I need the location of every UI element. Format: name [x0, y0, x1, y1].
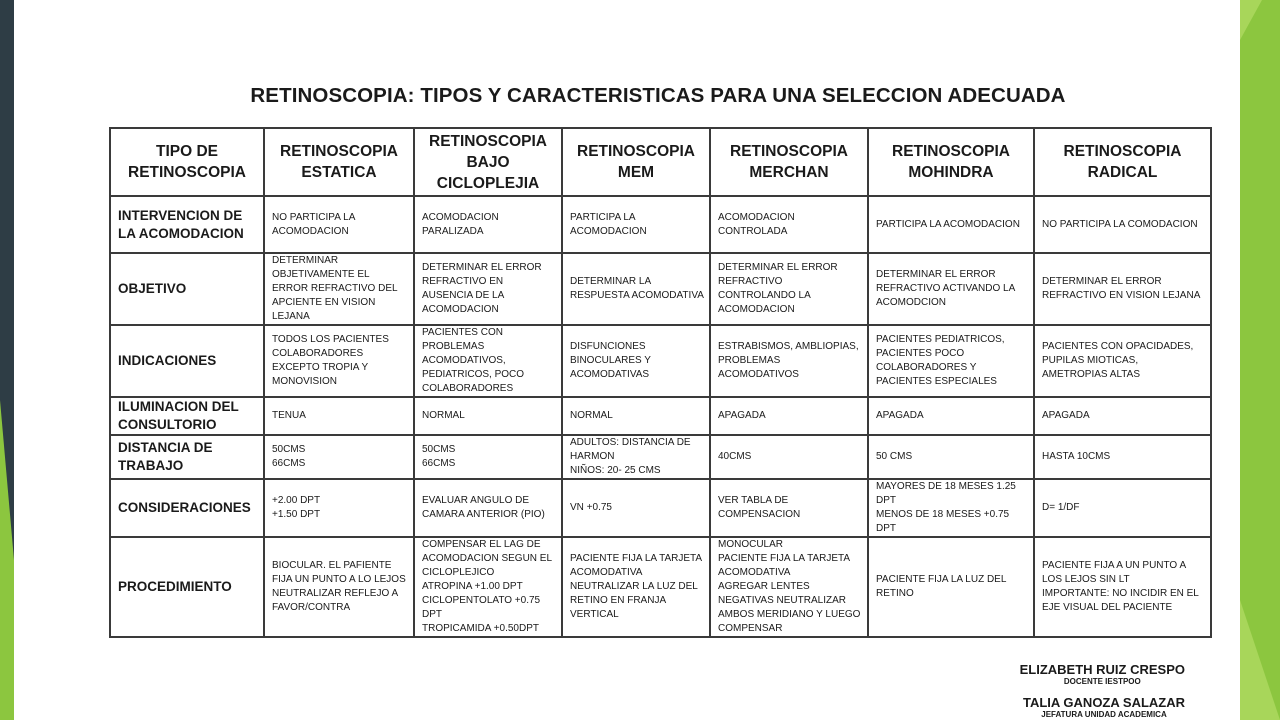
table-row [110, 537, 1211, 637]
table-cell: TENUA [264, 397, 414, 435]
table-cell: 50 CMS [868, 435, 1034, 479]
row-label: INTERVENCION DE LA ACOMODACION [110, 196, 264, 253]
table-row [110, 325, 1211, 397]
table-cell: PACIENTE FIJA LA TARJETA ACOMODATIVA NEUTRALIZAR LA LUZ DEL RETINO EN FRANJA VERTICAL [562, 537, 710, 637]
table-cell: ESTRABISMOS, AMBLIOPIAS, PROBLEMAS ACOMODATIVOS [710, 325, 868, 397]
row-label: CONSIDERACIONES [110, 479, 264, 537]
table-row [110, 196, 1211, 253]
table-cell: D= 1/DF [1034, 479, 1211, 537]
table-cell: ACOMODACION PARALIZADA [414, 196, 562, 253]
retinoscopy-table [109, 127, 1212, 638]
table-cell: DETERMINAR EL ERROR REFRACTIVO EN AUSENCIA DE LA ACOMODACION [414, 253, 562, 325]
signature-block-2 [1023, 695, 1185, 719]
table-cell: APAGADA [868, 397, 1034, 435]
table-cell: VER TABLA DE COMPENSACION [710, 479, 868, 537]
table-row [110, 253, 1211, 325]
table-cell: PACIENTE FIJA A UN PUNTO A LOS LEJOS SIN LT IMPORTANTE: NO INCIDIR EN EL EJE VISUAL DEL PACIENTE [1034, 537, 1211, 637]
row-label: OBJETIVO [110, 253, 264, 325]
table-cell: DETERMINAR EL ERROR REFRACTIVO ACTIVANDO LA ACOMODCION [868, 253, 1034, 325]
table-cell: ACOMODACION CONTROLADA [710, 196, 868, 253]
row-label: PROCEDIMIENTO [110, 537, 264, 637]
table-cell: DETERMINAR OBJETIVAMENTE EL ERROR REFRACTIVO DEL APCIENTE EN VISION LEJANA [264, 253, 414, 325]
table-cell: MONOCULAR PACIENTE FIJA LA TARJETA ACOMODATIVA AGREGAR LENTES NEGATIVAS NEUTRALIZAR AMBOS MERIDIANO Y LUEGO COMPENSAR [710, 537, 868, 637]
table-cell: 50CMS 66CMS [264, 435, 414, 479]
table-cell: PACIENTES CON OPACIDADES, PUPILAS MIOTICAS, AMETROPIAS ALTAS [1034, 325, 1211, 397]
table-cell: DETERMINAR EL ERROR REFRACTIVO EN VISION LEJANA [1034, 253, 1211, 325]
table-cell: TODOS LOS PACIENTES COLABORADORES EXCEPTO TROPIA Y MONOVISION [264, 325, 414, 397]
header-cell: RETINOSCOPIA RADICAL [1034, 128, 1211, 196]
signature-name: TALIA GANOZA SALAZAR [1023, 695, 1185, 710]
table-cell: MAYORES DE 18 MESES 1.25 DPT MENOS DE 18 MESES +0.75 DPT [868, 479, 1034, 537]
table-cell: DETERMINAR LA RESPUESTA ACOMODATIVA [562, 253, 710, 325]
table-cell: PACIENTES PEDIATRICOS, PACIENTES POCO COLABORADORES Y PACIENTES ESPECIALES [868, 325, 1034, 397]
signature-role: JEFATURA UNIDAD ACADEMICA [1041, 710, 1167, 719]
table-cell: COMPENSAR EL LAG DE ACOMODACION SEGUN EL CICLOPLEJICO ATROPINA +1.00 DPT CICLOPENTOLATO +0.75 DPT TROPICAMIDA +0.50DPT [414, 537, 562, 637]
document-title: RETINOSCOPIA: TIPOS Y CARACTERISTICAS PARA UNA SELECCION ADECUADA [250, 84, 1066, 107]
table-cell: 50CMS 66CMS [414, 435, 562, 479]
header-cell: RETINOSCOPIA BAJO CICLOPLEJIA [414, 128, 562, 196]
table-row [110, 435, 1211, 479]
table-cell: PARTICIPA LA ACOMODACION [562, 196, 710, 253]
table-cell: 40CMS [710, 435, 868, 479]
table-cell: +2.00 DPT +1.50 DPT [264, 479, 414, 537]
header-cell: RETINOSCOPIA ESTATICA [264, 128, 414, 196]
signature-name: ELIZABETH RUIZ CRESPO [1019, 662, 1185, 677]
left-green-wedge [0, 0, 14, 720]
table-cell: APAGADA [1034, 397, 1211, 435]
row-label: INDICACIONES [110, 325, 264, 397]
table-cell: PACIENTES CON PROBLEMAS ACOMODATIVOS, PEDIATRICOS, POCO COLABORADORES [414, 325, 562, 397]
table-cell: NO PARTICIPA LA ACOMODACION [264, 196, 414, 253]
table-row [110, 479, 1211, 537]
signature-role: DOCENTE IESTPOO [1063, 677, 1141, 686]
right-green-wedge [1240, 0, 1280, 720]
table-cell: PACIENTE FIJA LA LUZ DEL RETINO [868, 537, 1034, 637]
table-cell: VN +0.75 [562, 479, 710, 537]
header-cell: RETINOSCOPIA MERCHAN [710, 128, 868, 196]
table-cell: NORMAL [562, 397, 710, 435]
header-cell: RETINOSCOPIA MOHINDRA [868, 128, 1034, 196]
table-header-row [110, 128, 1211, 196]
row-label: ILUMINACION DEL CONSULTORIO [110, 397, 264, 435]
table-cell: ADULTOS: DISTANCIA DE HARMON NIÑOS: 20- 25 CMS [562, 435, 710, 479]
table-cell: PARTICIPA LA ACOMODACION [868, 196, 1034, 253]
table-cell: BIOCULAR. EL PAFIENTE FIJA UN PUNTO A LO LEJOS NEUTRALIZAR REFLEJO A FAVOR/CONTRA [264, 537, 414, 637]
header-cell: RETINOSCOPIA MEM [562, 128, 710, 196]
table-cell: HASTA 10CMS [1034, 435, 1211, 479]
table-row [110, 397, 1211, 435]
table-cell: NORMAL [414, 397, 562, 435]
table-cell: DISFUNCIONES BINOCULARES Y ACOMODATIVAS [562, 325, 710, 397]
table-cell: APAGADA [710, 397, 868, 435]
table-cell: DETERMINAR EL ERROR REFRACTIVO CONTROLANDO LA ACOMODACION [710, 253, 868, 325]
row-label: DISTANCIA DE TRABAJO [110, 435, 264, 479]
header-cell: TIPO DE RETINOSCOPIA [110, 128, 264, 196]
table-cell: EVALUAR ANGULO DE CAMARA ANTERIOR (PIO) [414, 479, 562, 537]
table-cell: NO PARTICIPA LA COMODACION [1034, 196, 1211, 253]
signature-block-1 [1020, 662, 1185, 686]
